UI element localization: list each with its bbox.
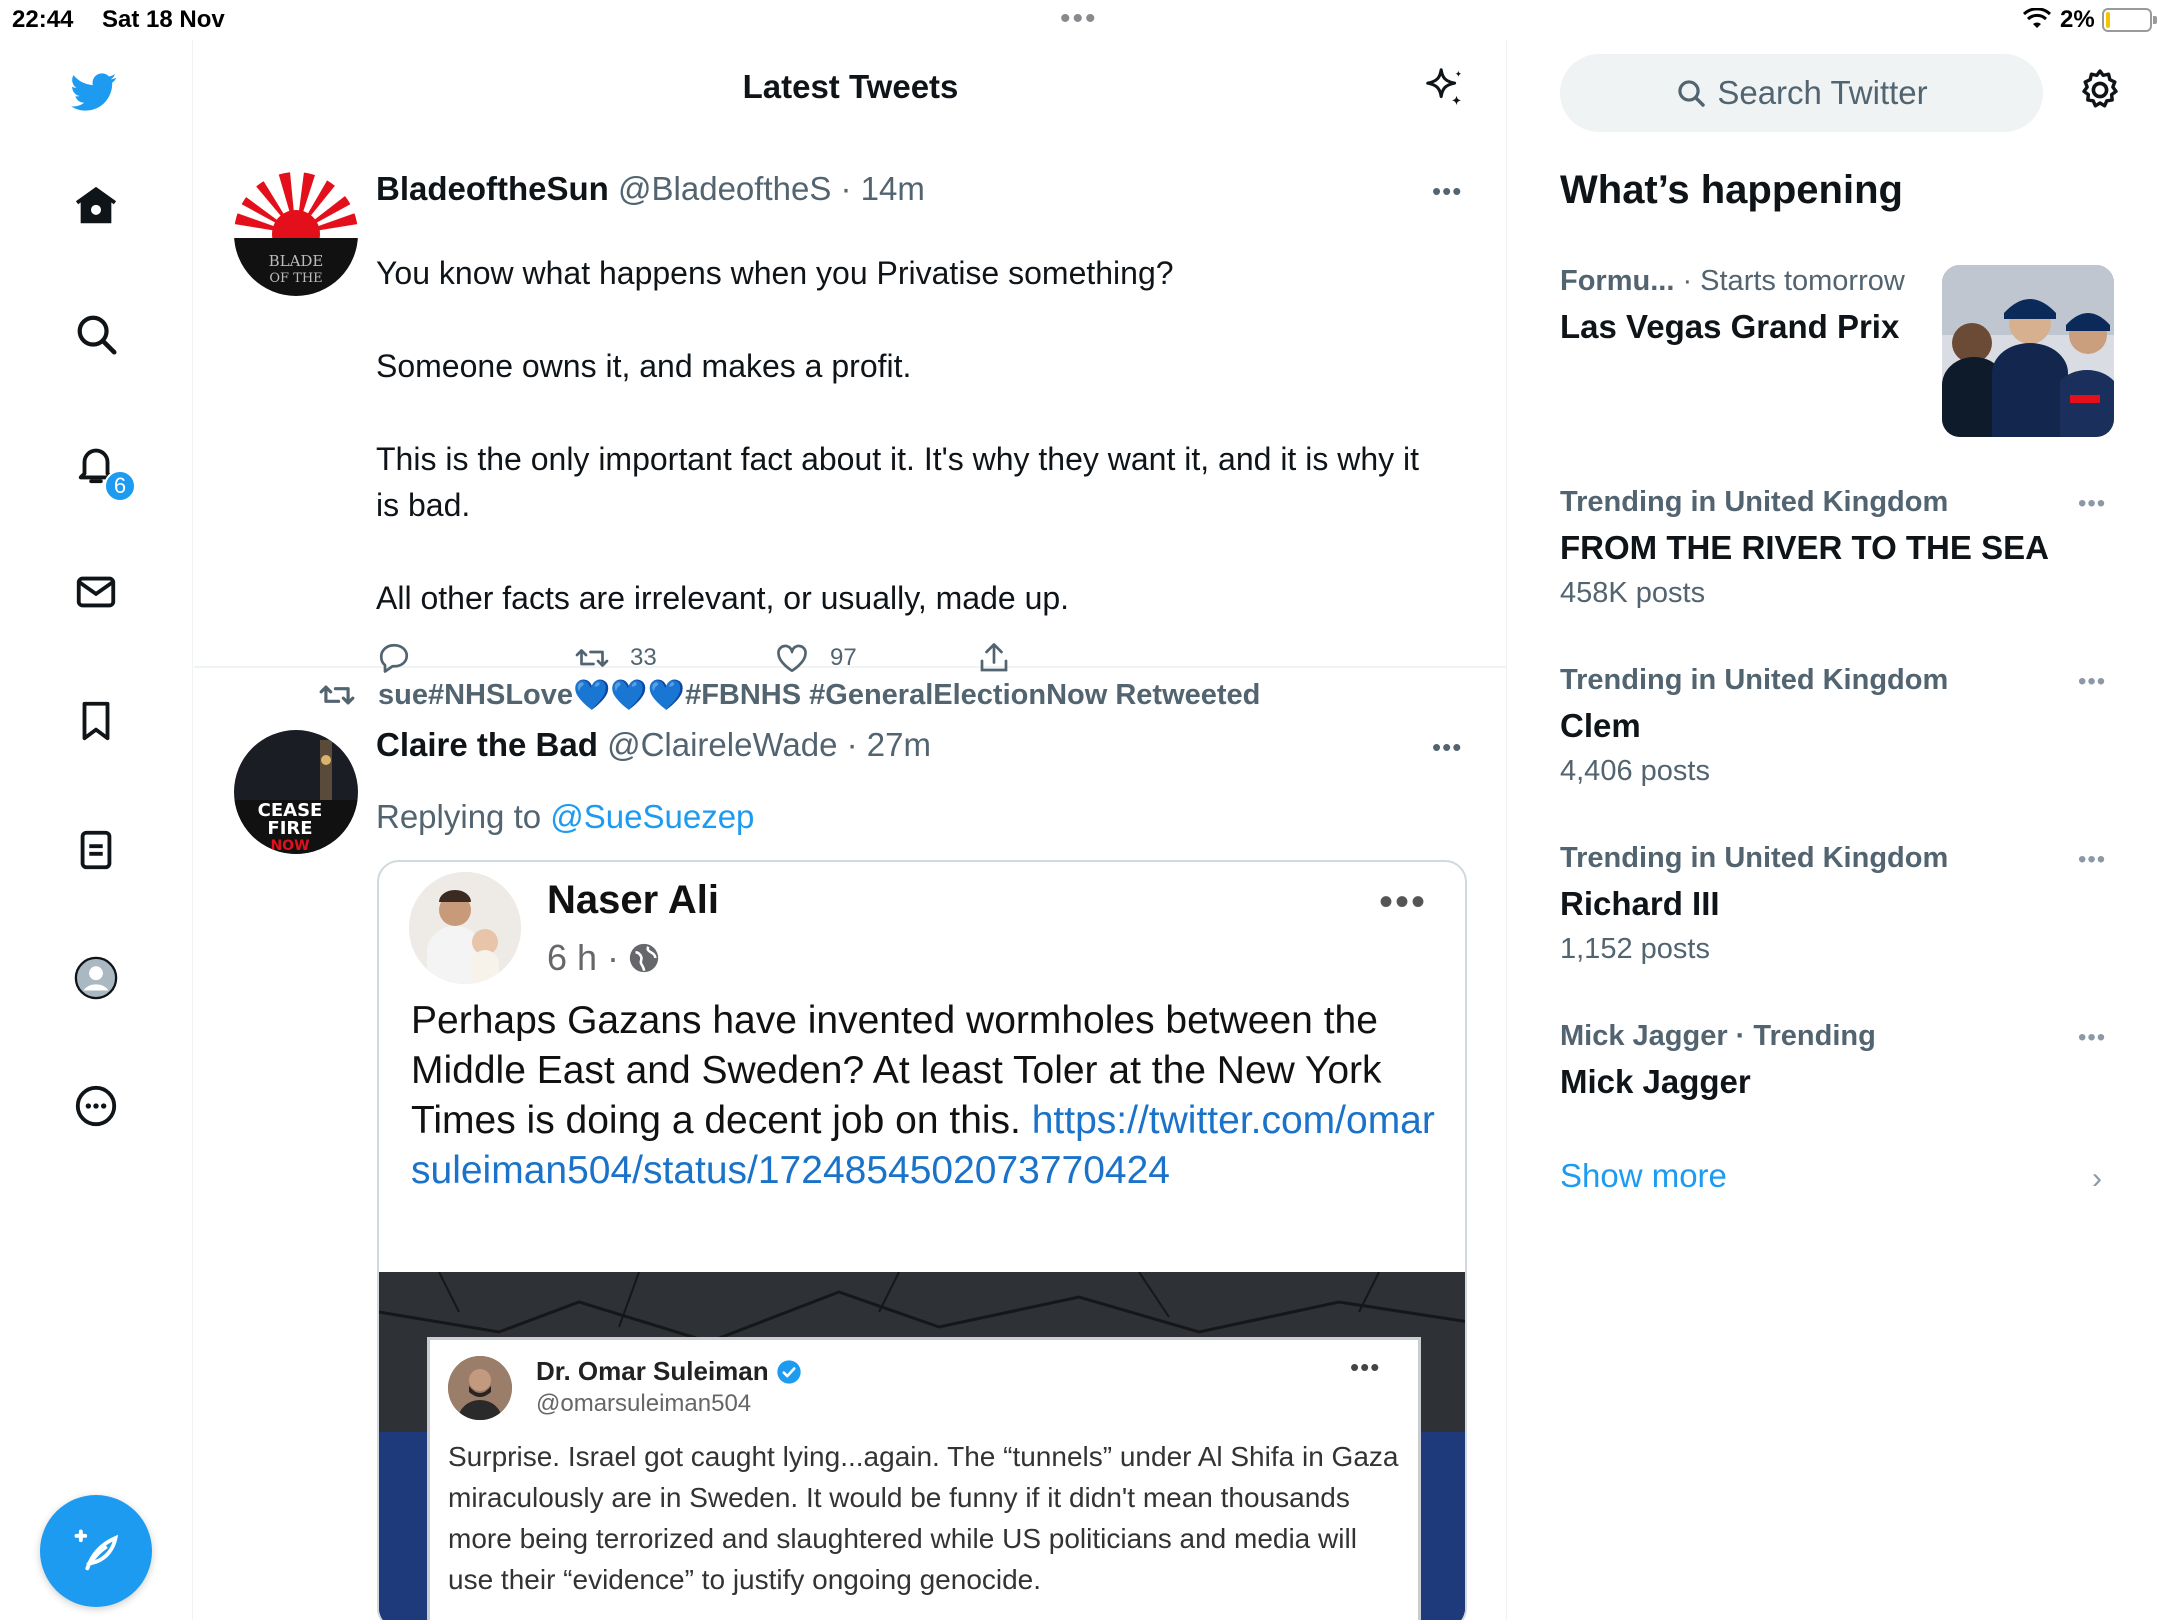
facebook-author-avatar bbox=[409, 872, 521, 984]
trend-context-suffix: · Starts tomorrow bbox=[1674, 265, 1905, 297]
more-options-icon[interactable] bbox=[70, 1080, 122, 1132]
tweet-more-icon[interactable]: ••• bbox=[1432, 176, 1463, 206]
retweet-indicator-icon bbox=[318, 676, 356, 714]
compose-tweet-button[interactable] bbox=[40, 1495, 152, 1607]
quoted-tweet-screenshot bbox=[379, 1272, 1467, 1620]
multitasking-dots-icon[interactable]: ••• bbox=[1060, 2, 1098, 35]
notifications-badge: 6 bbox=[104, 470, 136, 502]
trend-item[interactable] bbox=[1560, 486, 2120, 610]
man-with-child-photo bbox=[409, 872, 521, 984]
quoted-author-handle: @omarsuleiman504 bbox=[536, 1390, 752, 1417]
trend-post-count: 1,152 posts bbox=[1560, 933, 1710, 965]
search-icon[interactable] bbox=[70, 308, 122, 360]
trend-category: Formu... bbox=[1560, 265, 1675, 297]
facebook-post-time bbox=[547, 937, 661, 979]
compose-feather-icon bbox=[70, 1525, 122, 1577]
trend-post-count: 458K posts bbox=[1560, 577, 1706, 609]
tweet-time[interactable]: 27m bbox=[866, 726, 931, 763]
wifi-icon bbox=[2022, 8, 2052, 30]
trend-context bbox=[1560, 1020, 2120, 1053]
tweet-paragraph: Someone owns it, and makes a profit. bbox=[376, 348, 912, 384]
facebook-post-body: Perhaps Gazans have invented wormholes between the Middle East and Sweden? At least Toler at the New York Times is doing a decent job on this. bbox=[411, 999, 1382, 1142]
quoted-tweet-text: Surprise. Israel got caught lying...again. The “tunnels” under Al Shifa in Gaza miraculously are in Sweden. It would be funny if it didn't mean thousands more being terrorized and slaughtered while US politicians and media will use their “evidence” to justify ongoing genocide. bbox=[448, 1441, 1399, 1595]
tweet-header bbox=[376, 726, 931, 764]
trend-category: Mick Jagger · Trending bbox=[1560, 1020, 1876, 1052]
search-input[interactable] bbox=[1560, 54, 2043, 132]
facebook-more-icon: ••• bbox=[1379, 880, 1428, 924]
trend-category: Trending in United Kingdom bbox=[1560, 664, 1949, 696]
settings-gear-icon[interactable] bbox=[2076, 66, 2124, 114]
trend-context bbox=[1560, 486, 2120, 519]
trend-item[interactable] bbox=[1560, 842, 2120, 966]
trend-item[interactable] bbox=[1560, 664, 2120, 788]
chevron-right-icon[interactable]: › bbox=[2092, 1162, 2102, 1195]
messages-envelope-icon[interactable] bbox=[70, 566, 122, 618]
trend-category: Trending in United Kingdom bbox=[1560, 486, 1949, 518]
left-nav bbox=[0, 40, 193, 1620]
sparkle-timeline-toggle-icon[interactable] bbox=[1422, 64, 1468, 110]
tweet[interactable] bbox=[194, 670, 1507, 1620]
tweet-paragraph: All other facts are irrelevant, or usually, made up. bbox=[376, 580, 1070, 616]
svg-text:CEASE: CEASE bbox=[257, 800, 323, 821]
trend-title: Las Vegas Grand Prix bbox=[1560, 308, 1900, 345]
tweet-time[interactable]: 14m bbox=[860, 170, 925, 207]
tweet-author-avatar[interactable] bbox=[234, 172, 358, 296]
trend-item[interactable] bbox=[1560, 265, 1940, 346]
svg-text:FIRE: FIRE bbox=[267, 818, 313, 839]
battery-icon bbox=[2102, 8, 2152, 32]
status-bar bbox=[0, 0, 2160, 40]
ceasefire-avatar-image bbox=[234, 730, 358, 854]
trend-post-count: 4,406 posts bbox=[1560, 755, 1710, 787]
trend-category: Trending in United Kingdom bbox=[1560, 842, 1949, 874]
tweet-text bbox=[376, 250, 1426, 621]
trend-more-icon[interactable]: ••• bbox=[2078, 1024, 2107, 1051]
trend-title: Mick Jagger bbox=[1560, 1063, 1751, 1100]
trend-more-icon[interactable]: ••• bbox=[2078, 490, 2107, 517]
trend-thumbnail-image[interactable] bbox=[1942, 265, 2114, 437]
dot-separator: · bbox=[837, 726, 867, 763]
globe-icon bbox=[627, 941, 661, 975]
retweeted-suffix: #FBNHS #GeneralElectionNow Retweeted bbox=[685, 678, 1261, 711]
svg-text:NOW: NOW bbox=[270, 838, 310, 854]
quoted-author-photo bbox=[448, 1356, 512, 1420]
quoted-author-name: Dr. Omar Suleiman bbox=[536, 1356, 769, 1386]
facebook-author-name: Naser Ali bbox=[547, 878, 719, 922]
retweet-count: 33 bbox=[630, 644, 657, 671]
rising-sun-avatar-image bbox=[234, 172, 358, 296]
verified-badge-icon bbox=[775, 1358, 803, 1386]
show-more-link[interactable]: Show more bbox=[1560, 1157, 1727, 1194]
battery-percent: 2% bbox=[2060, 6, 2095, 33]
trend-context bbox=[1560, 664, 2120, 697]
status-time: 22:44 bbox=[12, 6, 74, 33]
retweeted-by-line[interactable] bbox=[318, 676, 1260, 714]
search-icon bbox=[1675, 77, 1707, 109]
replying-to-handle-link[interactable]: @SueSuezep bbox=[550, 798, 755, 835]
trend-context bbox=[1560, 842, 2120, 875]
tweet-image-media[interactable] bbox=[377, 860, 1467, 1620]
facebook-post-text bbox=[411, 996, 1451, 1196]
trend-context bbox=[1560, 265, 1940, 298]
retweeter-name: sue#NHSLove bbox=[378, 678, 574, 711]
quoted-author-avatar bbox=[448, 1356, 512, 1420]
profile-avatar-icon[interactable] bbox=[70, 952, 122, 1004]
author-handle[interactable]: @BladeoftheS bbox=[618, 170, 832, 207]
f1-drivers-photo bbox=[1942, 265, 2114, 437]
author-handle[interactable]: @ClaireleWade bbox=[607, 726, 838, 763]
replying-to bbox=[376, 798, 754, 836]
twitter-logo-icon[interactable] bbox=[68, 66, 120, 118]
page-title: Latest Tweets bbox=[742, 68, 959, 105]
svg-text:BLADE: BLADE bbox=[268, 252, 324, 270]
trend-more-icon[interactable]: ••• bbox=[2078, 668, 2107, 695]
dot-separator: · bbox=[831, 170, 861, 207]
tweet-more-icon[interactable]: ••• bbox=[1432, 732, 1463, 762]
trend-item[interactable] bbox=[1560, 1020, 2120, 1101]
tweet[interactable] bbox=[194, 158, 1507, 671]
right-sidebar bbox=[1508, 40, 2160, 1620]
tweet-paragraph: This is the only important fact about it. It's why they want it, and it is why it is bad. bbox=[376, 441, 1419, 523]
timeline-column bbox=[194, 40, 1507, 1620]
lists-icon[interactable] bbox=[70, 824, 122, 876]
trend-more-icon[interactable]: ••• bbox=[2078, 846, 2107, 873]
svg-text:OF THE: OF THE bbox=[269, 271, 323, 286]
quoted-tweet-card bbox=[427, 1337, 1421, 1620]
replying-prefix: Replying to bbox=[376, 798, 551, 835]
tweet-paragraph: You know what happens when you Privatise something? bbox=[376, 255, 1174, 291]
trend-title: Clem bbox=[1560, 707, 1641, 744]
battery-nub bbox=[2153, 16, 2157, 24]
home-icon[interactable] bbox=[70, 180, 122, 232]
quoted-author-name-row bbox=[536, 1356, 803, 1387]
trend-title: Richard III bbox=[1560, 885, 1720, 922]
trend-title: FROM THE RIVER TO THE SEA bbox=[1560, 529, 2049, 566]
tweet-author-avatar[interactable] bbox=[234, 730, 358, 854]
facebook-time-text: 6 h · bbox=[547, 937, 620, 978]
tweet-header bbox=[376, 170, 925, 208]
search-placeholder: Search Twitter bbox=[1717, 74, 1928, 111]
quoted-more-icon: ••• bbox=[1350, 1352, 1381, 1382]
author-name[interactable]: Claire the Bad bbox=[376, 726, 598, 763]
status-date: Sat 18 Nov bbox=[102, 6, 225, 33]
blue-heart-emojis: 💙💙💙 bbox=[573, 678, 686, 712]
facebook-post-link: https://twitter.com/omarsuleiman504/status/1724854502073770424 bbox=[411, 1099, 1435, 1192]
bookmark-icon[interactable] bbox=[70, 695, 122, 747]
like-count: 97 bbox=[830, 644, 857, 671]
whats-happening-heading: What’s happening bbox=[1560, 168, 1903, 212]
author-name[interactable]: BladeoftheSun bbox=[376, 170, 609, 207]
